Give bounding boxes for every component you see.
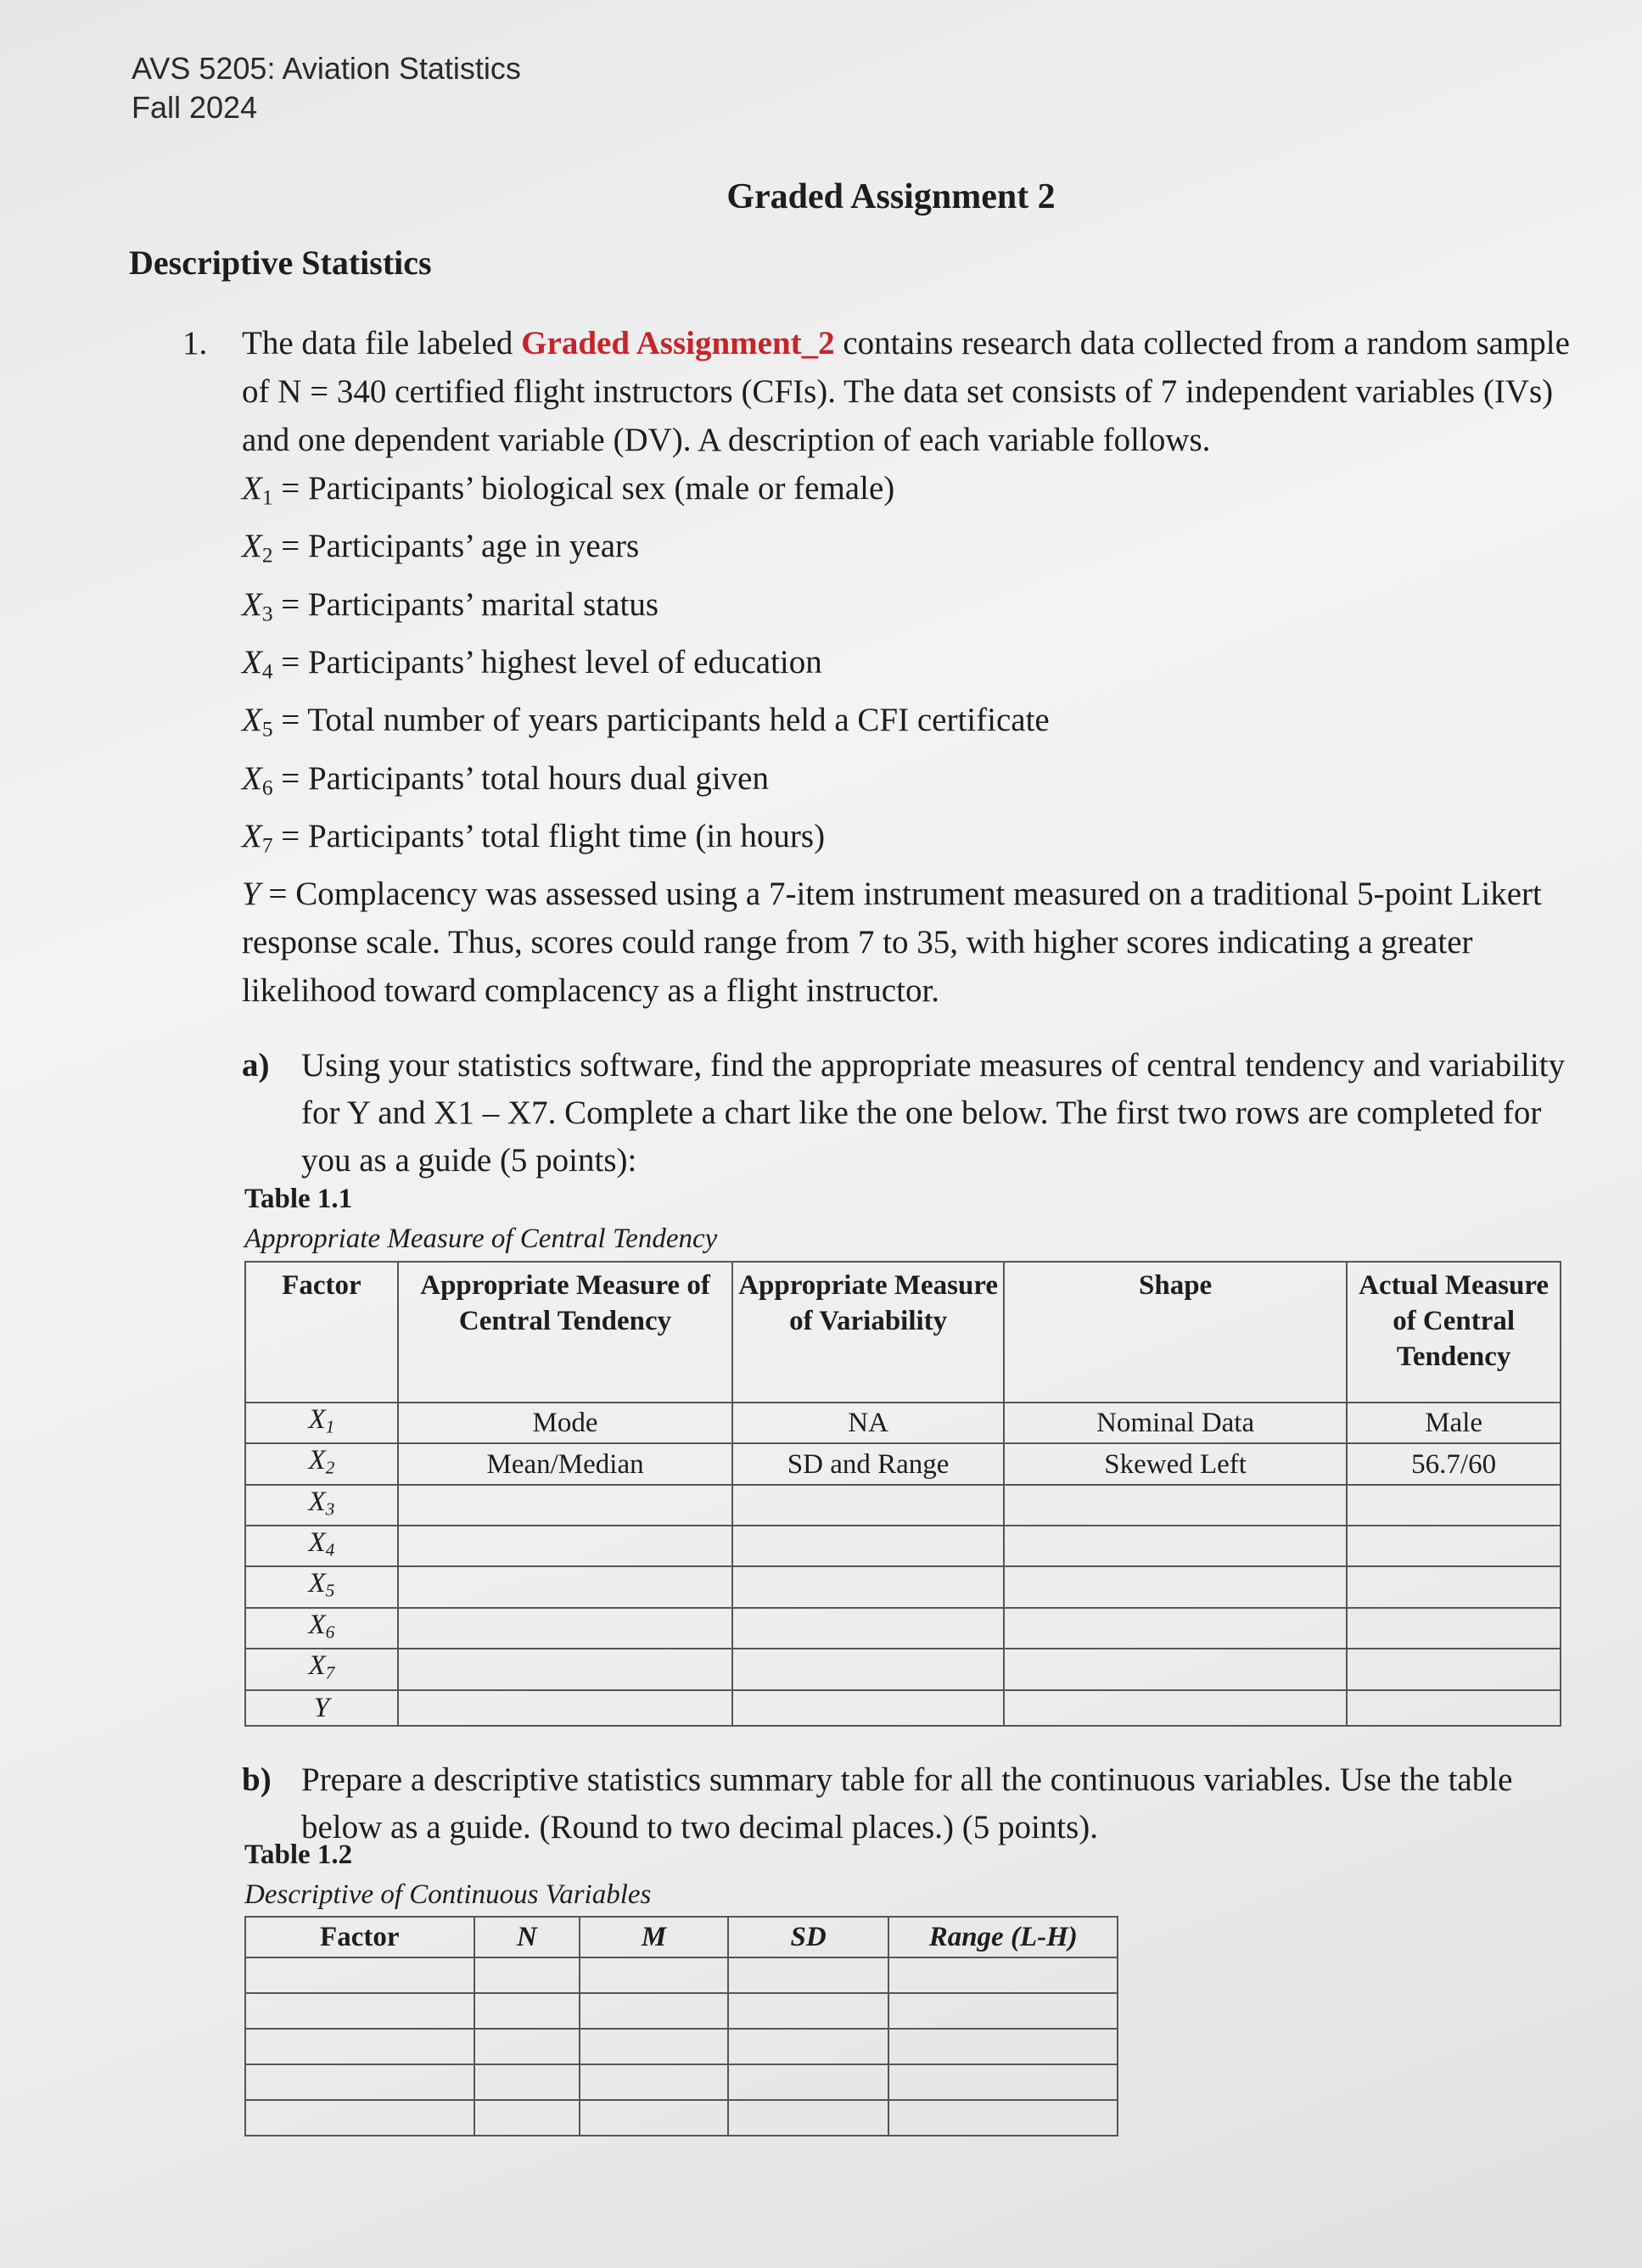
table-cell [580, 2064, 728, 2100]
table-row [245, 2100, 1118, 2136]
table-cell [1347, 1526, 1561, 1566]
table-cell: 56.7/60 [1347, 1443, 1561, 1484]
table-row [245, 2029, 1118, 2064]
table-2-column-header: M [580, 1917, 728, 1957]
factor-subscript: 1 [325, 1416, 335, 1437]
table-cell [474, 2029, 580, 2064]
table-cell [474, 1993, 580, 2029]
variable-subscript: 1 [261, 485, 273, 510]
variable-description: = Participants’ biological sex (male or female) [272, 470, 895, 507]
variable-symbol: Y [242, 876, 261, 913]
course-name: AVS 5205: Aviation Statistics [132, 51, 521, 86]
table-cell [1347, 1566, 1561, 1607]
table-2-label: Table 1.2 [244, 1840, 353, 1870]
variable-definition [242, 638, 1591, 696]
table-cell [1004, 1608, 1347, 1649]
factor-cell [245, 1443, 398, 1484]
table-cell [1347, 1485, 1561, 1526]
central-tendency-table [244, 1261, 1561, 1727]
variable-subscript: 5 [261, 717, 273, 742]
variable-subscript: 7 [261, 833, 273, 858]
table-cell [580, 2029, 728, 2064]
table-cell [728, 2064, 889, 2100]
table-cell [888, 2100, 1118, 2136]
table-cell [1347, 1690, 1561, 1726]
table-cell [732, 1690, 1004, 1726]
question-text-before: The data file labeled [242, 325, 522, 361]
variable-description: = Participants’ total flight time (in hours) [272, 817, 826, 854]
table-cell [1004, 1690, 1347, 1726]
table-2-column-header: N [474, 1917, 580, 1957]
factor-symbol: X [308, 1650, 326, 1682]
table-cell [245, 1957, 474, 1993]
variable-description: = Participants’ total hours dual given [272, 759, 769, 797]
table-2-column-header: SD [728, 1917, 889, 1957]
table-cell [474, 2064, 580, 2100]
part-b-label: b) [242, 1761, 272, 1798]
variable-symbol: X [242, 470, 262, 507]
part-a-text: Using your statistics software, find the appropriate measures of central tendency and variability for Y and X1 – X7. Complete a chart like the one below. The first two rows are completed for you as a guide (5 points): [301, 1047, 1566, 1179]
table-cell [888, 1957, 1118, 1993]
variable-subscript: 4 [261, 659, 273, 684]
factor-symbol: X [308, 1445, 326, 1476]
table-cell: Skewed Left [1004, 1443, 1347, 1484]
table-cell [1004, 1649, 1347, 1689]
table-1-header-row [245, 1262, 1561, 1403]
table-cell [732, 1608, 1004, 1649]
variable-subscript: 3 [261, 601, 273, 625]
table-cell [1004, 1485, 1347, 1526]
factor-symbol: X [308, 1568, 326, 1599]
table-cell [728, 1993, 889, 2029]
table-cell [474, 1957, 580, 1993]
table-cell [732, 1649, 1004, 1689]
table-cell [728, 2029, 889, 2064]
variable-description: = Participants’ age in years [272, 528, 640, 565]
table-1-column-header: Factor [245, 1262, 398, 1403]
variable-definition [242, 870, 1591, 1015]
table-cell [580, 2100, 728, 2136]
table-row [245, 1526, 1561, 1566]
variable-description: = Total number of years participants held a CFI certificate [272, 702, 1050, 739]
variable-definition [242, 754, 1591, 812]
table-cell [474, 2100, 580, 2136]
factor-symbol: Y [313, 1692, 330, 1723]
variable-symbol: X [242, 702, 262, 739]
table-row [245, 1485, 1561, 1526]
table-cell [1004, 1566, 1347, 1607]
table-cell: Nominal Data [1004, 1403, 1347, 1443]
table-1-caption: Appropriate Measure of Central Tendency [244, 1224, 718, 1254]
variable-list [242, 464, 1591, 1015]
table-cell [398, 1649, 733, 1689]
table-cell [888, 2029, 1118, 2064]
table-cell: SD and Range [732, 1443, 1004, 1484]
table-cell [580, 1993, 728, 2029]
factor-cell [245, 1649, 398, 1689]
table-2-column-header: Range (L-H) [888, 1917, 1118, 1957]
part-a [242, 1042, 1591, 1184]
table-1-column-header: Appropriate Measure of Variability [732, 1262, 1004, 1403]
variable-description: = Participants’ highest level of education [272, 643, 822, 680]
factor-symbol: X [308, 1404, 326, 1435]
table-row [245, 1957, 1118, 1993]
data-file-name: Graded Assignment_2 [521, 325, 835, 361]
factor-subscript: 4 [325, 1539, 335, 1560]
variable-symbol: X [242, 585, 262, 623]
table-cell [888, 2064, 1118, 2100]
variable-symbol: X [242, 528, 262, 565]
table-cell [398, 1690, 733, 1726]
variable-definition [242, 696, 1591, 753]
page-title: Graded Assignment 2 [726, 177, 1056, 216]
table-2-column-header: Factor [245, 1917, 474, 1957]
question-text-after: contains research data collected from a random sample of N = 340 certified flight instructors (CFIs). The data set consists of 7 independent variables (IVs) and one dependent variable (DV). A description of each variable follows. [242, 325, 1570, 458]
table-2-caption: Descriptive of Continuous Variables [244, 1879, 652, 1910]
factor-cell [245, 1690, 398, 1726]
table-row [245, 1608, 1561, 1649]
table-row [245, 1690, 1561, 1726]
table-row [245, 1443, 1561, 1484]
table-1-column-header: Appropriate Measure of Central Tendency [398, 1262, 733, 1403]
variable-symbol: X [242, 817, 262, 854]
variable-definition [242, 464, 1591, 522]
table-row [245, 1993, 1118, 2029]
table-cell [245, 1993, 474, 2029]
variable-symbol: X [242, 643, 262, 680]
factor-cell [245, 1485, 398, 1526]
table-cell [1004, 1526, 1347, 1566]
table-cell [1347, 1608, 1561, 1649]
section-heading: Descriptive Statistics [129, 244, 432, 282]
continuous-variables-table [244, 1916, 1118, 2136]
part-b [242, 1756, 1591, 1851]
table-cell [398, 1526, 733, 1566]
table-cell [732, 1526, 1004, 1566]
table-cell: Mean/Median [398, 1443, 733, 1484]
factor-subscript: 3 [325, 1498, 335, 1520]
table-cell [580, 1957, 728, 1993]
factor-subscript: 2 [325, 1457, 335, 1478]
factor-cell [245, 1403, 398, 1443]
variable-description: = Complacency was assessed using a 7-item instrument measured on a traditional 5-point Likert response scale. Thus, scores could range from 7 to 35, with higher scores indicating a greater likelihood toward complacency as a flight instructor. [242, 876, 1542, 1010]
course-term: Fall 2024 [132, 90, 258, 125]
factor-symbol: X [308, 1609, 326, 1640]
table-cell [245, 2064, 474, 2100]
table-cell [728, 1957, 889, 1993]
variable-subscript: 6 [261, 775, 273, 799]
factor-cell [245, 1526, 398, 1566]
table-row [245, 1403, 1561, 1443]
table-cell [398, 1608, 733, 1649]
table-row [245, 1649, 1561, 1689]
factor-symbol: X [308, 1486, 326, 1517]
factor-subscript: 5 [325, 1580, 335, 1601]
table-cell [732, 1566, 1004, 1607]
question-number: 1. [182, 325, 208, 361]
table-cell [398, 1566, 733, 1607]
table-2-header-row [245, 1917, 1118, 1957]
table-cell: NA [732, 1403, 1004, 1443]
table-1-column-header: Actual Measure of Central Tendency [1347, 1262, 1561, 1403]
table-cell [728, 2100, 889, 2136]
table-cell [245, 2029, 474, 2064]
table-cell: Mode [398, 1403, 733, 1443]
table-row [245, 2064, 1118, 2100]
table-cell [732, 1485, 1004, 1526]
variable-definition [242, 580, 1591, 638]
table-1-label: Table 1.1 [244, 1184, 353, 1214]
factor-symbol: X [308, 1527, 326, 1559]
variable-description: = Participants’ marital status [272, 585, 658, 623]
variable-symbol: X [242, 759, 262, 797]
table-cell [245, 2100, 474, 2136]
variable-subscript: 2 [261, 543, 273, 568]
table-cell [888, 1993, 1118, 2029]
course-header [132, 49, 521, 127]
factor-cell [245, 1608, 398, 1649]
part-b-text: Prepare a descriptive statistics summary table for all the continuous variables. Use the table below as a guide. (Round to two decimal places.) (5 points). [301, 1761, 1513, 1845]
factor-subscript: 7 [325, 1662, 335, 1683]
table-row [245, 1566, 1561, 1607]
factor-subscript: 6 [325, 1621, 335, 1643]
table-1-column-header: Shape [1004, 1262, 1347, 1403]
question-1 [182, 319, 1591, 1015]
part-a-label: a) [242, 1047, 270, 1084]
factor-cell [245, 1566, 398, 1607]
table-cell [398, 1485, 733, 1526]
table-cell: Male [1347, 1403, 1561, 1443]
table-cell [1347, 1649, 1561, 1689]
variable-definition [242, 812, 1591, 870]
variable-definition [242, 522, 1591, 580]
